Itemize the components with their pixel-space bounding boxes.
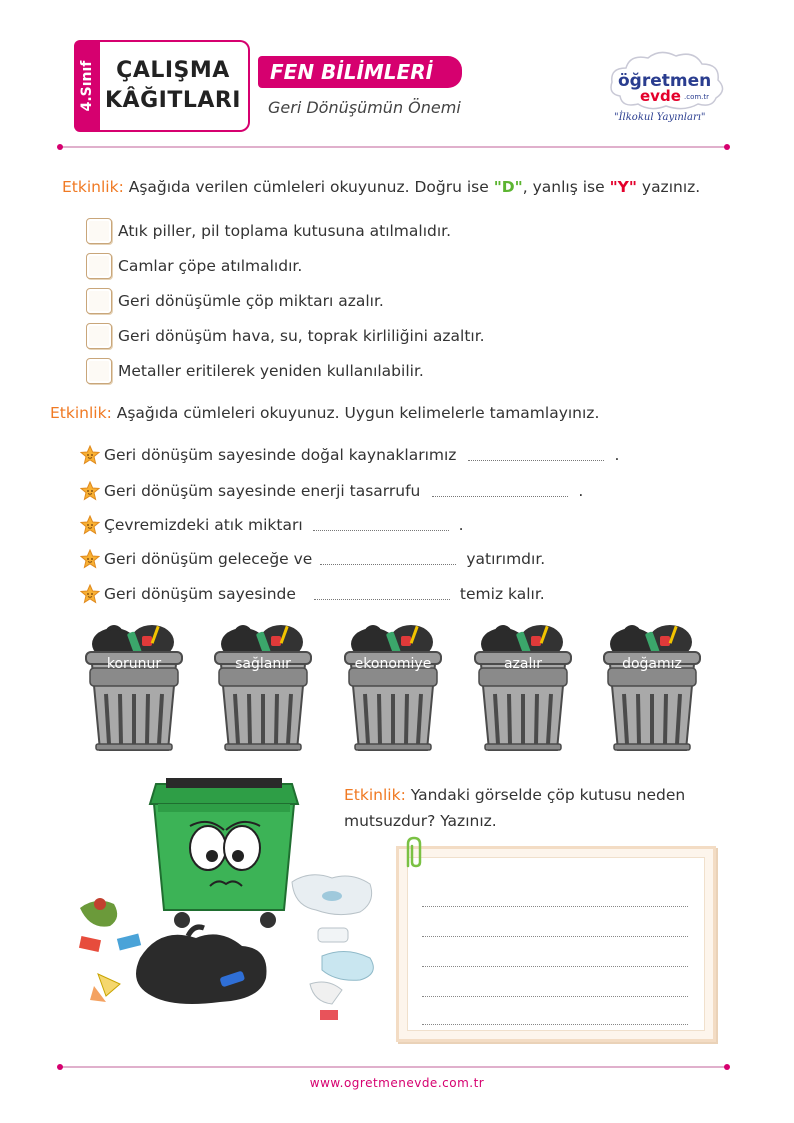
logo-word-2: evde xyxy=(640,87,681,105)
answer-note-frame xyxy=(396,846,716,1042)
worksheet-title xyxy=(98,40,250,132)
word-bin xyxy=(343,622,443,754)
trash-can-icon xyxy=(602,622,702,754)
instruction-text: Yandaki görselde çöp kutusu neden xyxy=(410,786,686,804)
divider-dot xyxy=(57,144,63,150)
answer-box[interactable] xyxy=(86,358,112,384)
word-bin xyxy=(213,622,313,754)
tf-statement: Metaller eritilerek yeniden kullanılabilir. xyxy=(118,362,424,380)
star-icon xyxy=(80,584,100,604)
logo-domain: .com.tr xyxy=(684,93,710,101)
tf-item xyxy=(86,218,451,244)
paperclip-icon xyxy=(400,836,426,870)
sentence-start: Geri dönüşüm sayesinde xyxy=(104,585,296,603)
blank-line[interactable] xyxy=(320,554,456,565)
tf-statement: Camlar çöpe atılmalıdır. xyxy=(118,257,303,275)
star-icon xyxy=(80,445,100,465)
blank-line[interactable] xyxy=(468,450,604,461)
answer-box[interactable] xyxy=(86,218,112,244)
trash-can-icon xyxy=(84,622,184,754)
instruction-text: Aşağıda verilen cümleleri okuyunuz. Doğru ise xyxy=(128,178,489,196)
subject-banner: FEN BİLİMLERİ xyxy=(258,56,462,88)
tf-item xyxy=(86,288,384,314)
activity3-instruction xyxy=(344,782,685,834)
false-mark: "Y" xyxy=(609,178,637,196)
header-divider xyxy=(60,146,726,148)
star-icon xyxy=(80,515,100,535)
star-icon xyxy=(80,481,100,501)
word-option: doğamız xyxy=(622,656,682,672)
tf-item xyxy=(86,253,302,279)
footer-divider xyxy=(60,1066,726,1068)
word-option: ekonomiye xyxy=(354,656,432,672)
logo-word-1: öğretmen xyxy=(618,71,712,91)
sad-dumpster-illustration xyxy=(70,778,390,1028)
writing-line[interactable] xyxy=(422,996,688,997)
fill-item xyxy=(80,549,545,569)
topic-title: Geri Dönüşümün Önemi xyxy=(268,98,461,117)
writing-line[interactable] xyxy=(422,1024,688,1025)
sentence-start: Geri dönüşüm sayesinde doğal kaynaklarımız xyxy=(104,446,457,464)
tf-statement: Atık piller, pil toplama kutusuna atılmalıdır. xyxy=(118,222,452,240)
activity-label: Etkinlik: xyxy=(62,178,124,196)
sentence-end: . xyxy=(578,482,584,500)
sentence-end: temiz kalır. xyxy=(459,585,545,603)
fill-item xyxy=(80,584,545,604)
title-line-1: ÇALIŞMA xyxy=(116,58,230,83)
true-mark: "D" xyxy=(493,178,523,196)
trash-can-icon xyxy=(213,622,313,754)
activity-label: Etkinlik: xyxy=(50,404,112,422)
instruction-text: Aşağıda cümleleri okuyunuz. Uygun kelimelerle tamamlayınız. xyxy=(116,404,600,422)
tf-statement: Geri dönüşümle çöp miktarı azalır. xyxy=(118,292,384,310)
answer-area[interactable] xyxy=(407,857,705,1031)
trash-can-icon xyxy=(343,622,443,754)
tf-item xyxy=(86,358,424,384)
sentence-end: yatırımdır. xyxy=(466,550,546,568)
grade-label: 4.Sınıf xyxy=(79,60,95,112)
fill-item xyxy=(80,515,464,535)
instruction-text: mutsuzdur? Yazınız. xyxy=(344,812,497,830)
sentence-start: Geri dönüşüm sayesinde enerji tasarrufu xyxy=(104,482,421,500)
sentence-start: Çevremizdeki atık miktarı xyxy=(104,516,303,534)
answer-box[interactable] xyxy=(86,323,112,349)
blank-line[interactable] xyxy=(313,520,449,531)
sentence-start: Geri dönüşüm geleceğe ve xyxy=(104,550,313,568)
blank-line[interactable] xyxy=(314,589,450,600)
word-option: korunur xyxy=(106,656,162,672)
activity-label: Etkinlik: xyxy=(344,786,406,804)
tf-statement: Geri dönüşüm hava, su, toprak kirliliğini azaltır. xyxy=(118,327,485,345)
activity2-instruction xyxy=(50,404,599,422)
instruction-text: yazınız. xyxy=(641,178,701,196)
divider-dot xyxy=(57,1064,63,1070)
answer-box[interactable] xyxy=(86,253,112,279)
logo-tagline: "İlkokul Yayınları" xyxy=(614,112,706,123)
sentence-end: . xyxy=(614,446,620,464)
activity1-instruction xyxy=(62,178,700,196)
word-bin xyxy=(84,622,184,754)
divider-dot xyxy=(724,144,730,150)
writing-line[interactable] xyxy=(422,906,688,907)
publisher-logo xyxy=(600,46,730,130)
trash-can-icon xyxy=(473,622,573,754)
instruction-text: , yanlış ise xyxy=(522,178,605,196)
word-bin xyxy=(473,622,573,754)
word-option: azalır xyxy=(503,656,543,672)
divider-dot xyxy=(724,1064,730,1070)
star-icon xyxy=(80,549,100,569)
word-option: sağlanır xyxy=(235,656,291,672)
blank-line[interactable] xyxy=(432,486,568,497)
fill-item xyxy=(80,481,583,501)
tf-item xyxy=(86,323,485,349)
fill-item xyxy=(80,445,619,465)
writing-line[interactable] xyxy=(422,966,688,967)
footer-url[interactable]: www.ogretmenevde.com.tr xyxy=(309,1076,485,1090)
answer-box[interactable] xyxy=(86,288,112,314)
sentence-end: . xyxy=(458,516,464,534)
grade-tab xyxy=(74,40,100,132)
writing-line[interactable] xyxy=(422,936,688,937)
word-bin xyxy=(602,622,702,754)
title-line-2: KÂĞITLARI xyxy=(105,88,241,113)
